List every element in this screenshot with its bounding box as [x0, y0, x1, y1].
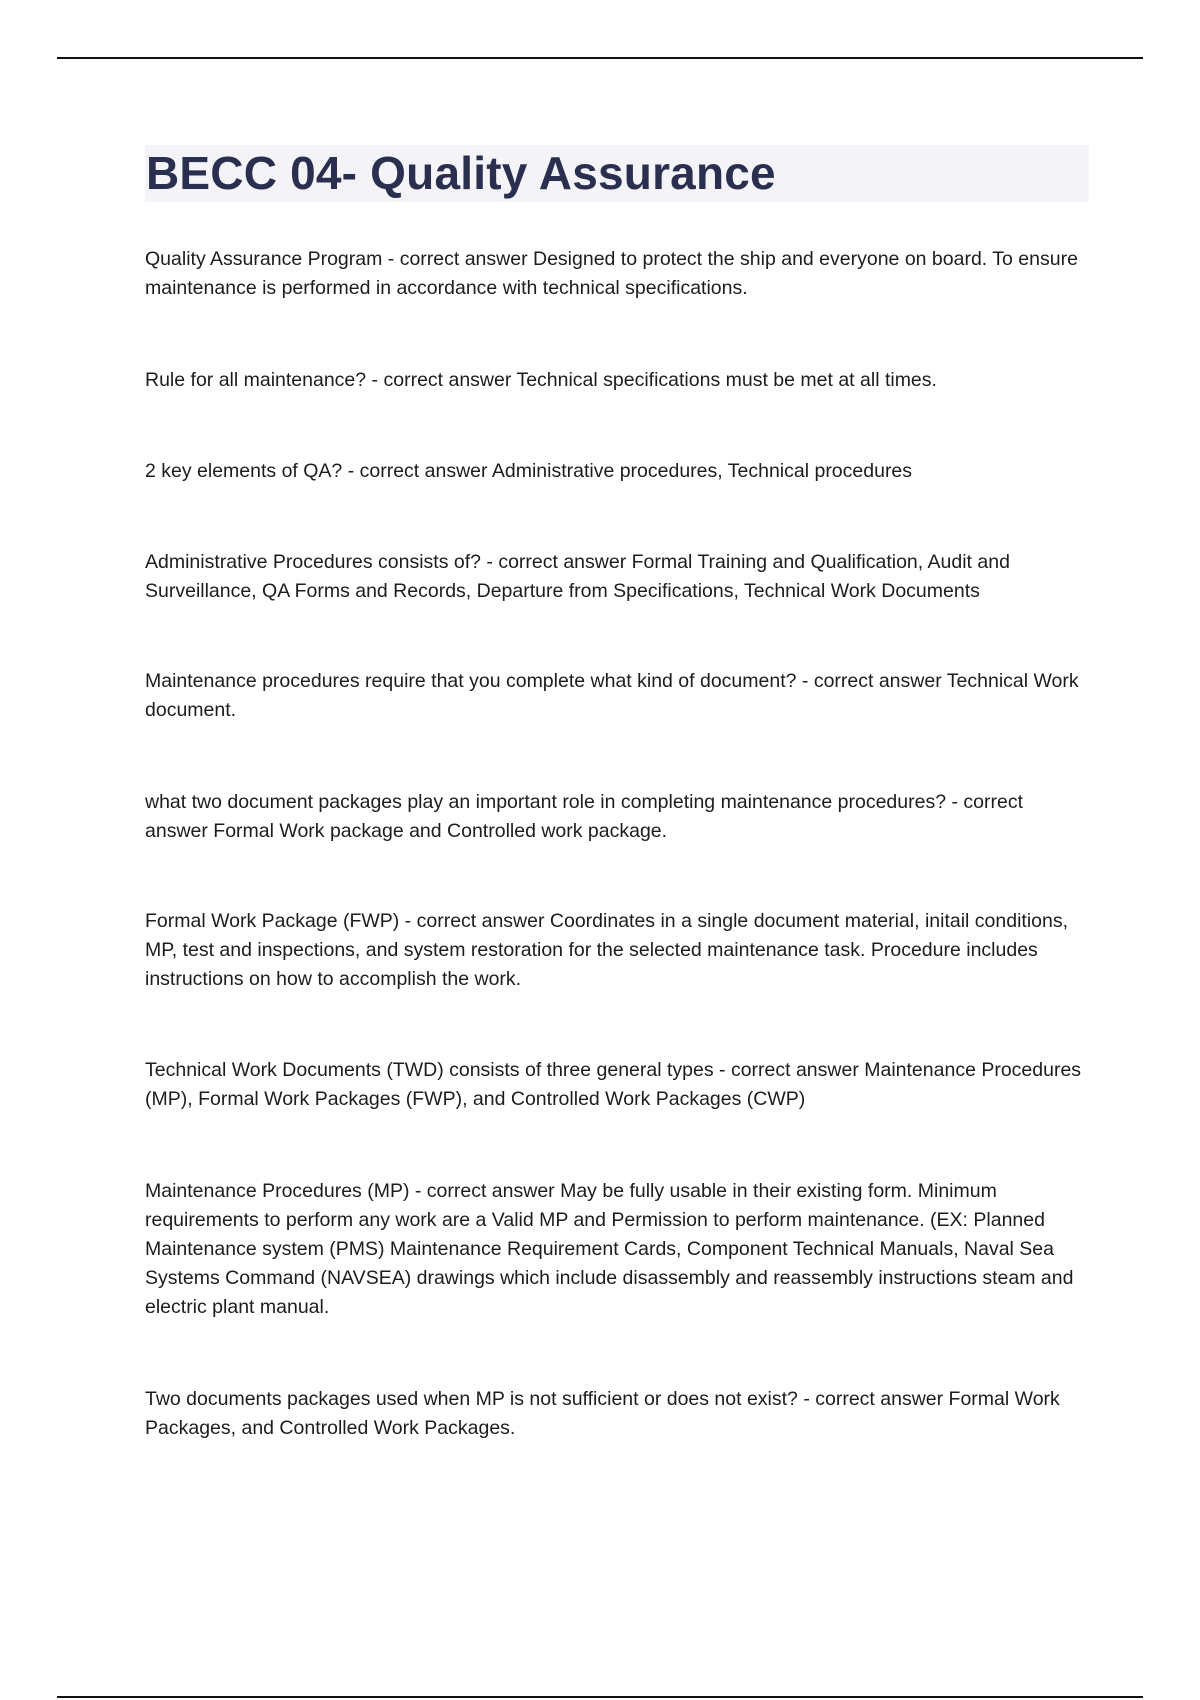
qa-entry [145, 1385, 1090, 1443]
qa-entry [145, 457, 1090, 486]
answer-text: Formal Work Packages, and Controlled Work Packages. [145, 1388, 1060, 1439]
qa-entry [145, 366, 1090, 395]
question-text: what two document packages play an important role in completing maintenance procedures? [145, 791, 947, 813]
qa-entry [145, 1056, 1090, 1114]
question-text: Quality Assurance Program [145, 248, 383, 270]
qa-entry [145, 245, 1090, 303]
bottom-divider [57, 1696, 1143, 1698]
answer-label: correct answer [730, 1059, 859, 1081]
separator: - [399, 910, 417, 932]
qa-entry [145, 1177, 1090, 1322]
answer-text: Technical Work document. [145, 670, 1079, 721]
separator: - [366, 369, 384, 391]
separator: - [796, 670, 814, 692]
answer-text: Administrative procedures, Technical procedures [491, 460, 913, 482]
qa-entry [145, 548, 1090, 606]
separator: - [713, 1059, 731, 1081]
qa-entry [145, 788, 1090, 846]
answer-label: correct answer [359, 460, 488, 482]
answer-text: Formal Training and Qualification, Audit and Surveillance, QA Forms and Records, Departure from Specifications, Technical Work Documents [145, 551, 1010, 602]
question-text: Maintenance procedures require that you complete what kind of document? [145, 670, 797, 692]
question-text: Administrative Procedures consists of? [145, 551, 481, 573]
answer-text: Maintenance Procedures (MP), Formal Work Packages (FWP), and Controlled Work Packages (CWP) [145, 1059, 1082, 1110]
separator: - [342, 460, 360, 482]
answer-label: correct answer [498, 551, 627, 573]
answer-label: correct answer [145, 791, 1023, 842]
separator: - [946, 791, 964, 813]
separator: - [382, 248, 400, 270]
answer-label: correct answer [383, 369, 512, 391]
answer-label: correct answer [399, 248, 528, 270]
question-text: Two documents packages used when MP is not sufficient or does not exist? [145, 1388, 798, 1410]
qa-entry [145, 667, 1090, 725]
question-text: 2 key elements of QA? [145, 460, 343, 482]
answer-label: correct answer [815, 1388, 944, 1410]
separator: - [797, 1388, 816, 1410]
answer-label: correct answer [416, 910, 545, 932]
answer-label: correct answer [813, 670, 942, 692]
answer-text: Technical specifications must be met at all times. [516, 369, 937, 391]
answer-text: Formal Work package and Controlled work package. [213, 820, 668, 842]
answer-label: correct answer [426, 1180, 555, 1202]
separator: - [409, 1180, 427, 1202]
question-text: Rule for all maintenance? [145, 369, 367, 391]
answer-text: May be fully usable in their existing form. Minimum requirements to perform any work are a Valid MP and Permission to perform maintenance. (EX: Planned Maintenance system (PMS) Maintenance Requirement Cards, Component Technical Manuals, Naval Sea Systems Command (NAVSEA) drawings which include disassembly and reassembly instructions steam and electric plant manual. [145, 1180, 1074, 1318]
document-title: BECC 04- Quality Assurance [146, 147, 776, 199]
question-text: Maintenance Procedures (MP) [145, 1180, 410, 1202]
separator: - [480, 551, 499, 573]
answer-text: Coordinates in a single document material, initail conditions, MP, test and inspections, and system restoration for the selected maintenance task. Procedure includes instructions on how to accomplish the work. [145, 910, 1069, 990]
top-divider [57, 57, 1143, 59]
answer-text: Designed to protect the ship and everyone on board. To ensure maintenance is performed in accordance with technical specifications. [145, 248, 1078, 299]
question-text: Technical Work Documents (TWD) consists of three general types [145, 1059, 714, 1081]
qa-entry [145, 907, 1090, 994]
question-text: Formal Work Package (FWP) [145, 910, 400, 932]
